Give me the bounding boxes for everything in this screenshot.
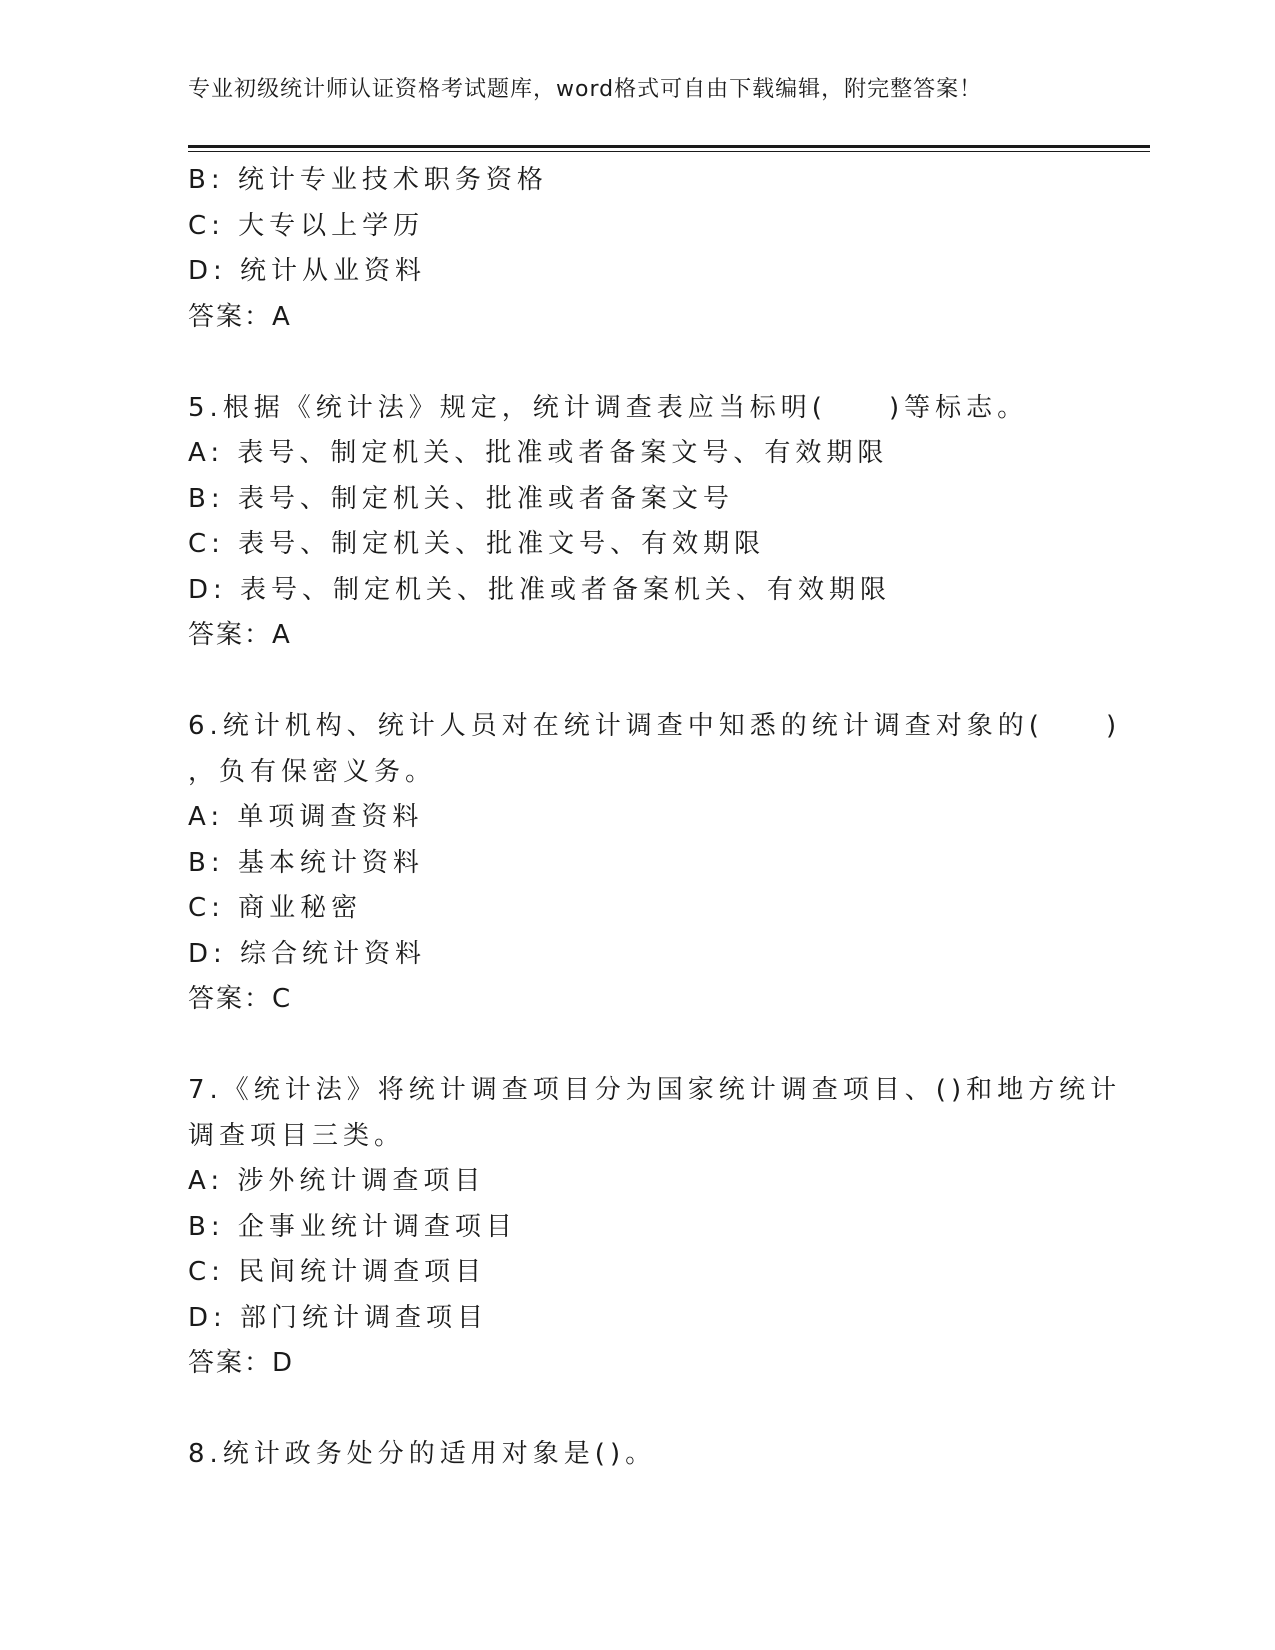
spacer xyxy=(188,659,1088,705)
answer: 答案：D xyxy=(188,1348,295,1378)
option-d: D: 综合统计资料 xyxy=(188,938,427,969)
spacer xyxy=(188,1023,1088,1069)
question-8 xyxy=(188,1432,1088,1478)
answer: 答案：C xyxy=(188,984,293,1014)
option-d: D: 统计从业资料 xyxy=(188,256,427,286)
option-d: D: 部门统计调查项目 xyxy=(188,1302,489,1333)
question-text: 7.《统计法》将统计调查项目分为国家统计调查项目、()和地方统计 xyxy=(188,1075,1122,1105)
option-a: A: 单项调查资料 xyxy=(188,802,424,832)
option-c: C: 大专以上学历 xyxy=(188,210,425,241)
previous-question-tail xyxy=(188,158,1088,340)
spacer xyxy=(188,340,1088,386)
question-text-continued: 调查项目三类。 xyxy=(188,1120,406,1151)
option-c: C: 表号、制定机关、批准文号、有效期限 xyxy=(188,529,766,559)
option-b: B: 统计专业技术职务资格 xyxy=(188,165,548,195)
option-b: B: 基本统计资料 xyxy=(188,847,424,878)
question-text: 6.统计机构、统计人员对在统计调查中知悉的统计调查对象的( ) xyxy=(188,711,1122,741)
option-a: A: 涉外统计调查项目 xyxy=(188,1166,486,1196)
question-text: 5.根据《统计法》规定，统计调查表应当标明( )等标志。 xyxy=(188,392,1029,423)
option-a: A: 表号、制定机关、批准或者备案文号、有效期限 xyxy=(188,438,889,468)
page-header: 专业初级统计师认证资格考试题库，word格式可自由下载编辑，附完整答案！ xyxy=(188,77,983,102)
option-d: D: 表号、制定机关、批准或者备案机关、有效期限 xyxy=(188,574,892,605)
option-b: B: 表号、制定机关、批准或者备案文号 xyxy=(188,483,734,514)
spacer xyxy=(188,1387,1088,1433)
answer: 答案：A xyxy=(188,620,292,650)
question-6 xyxy=(188,704,1122,1023)
header-rule-thin xyxy=(188,151,1150,152)
question-text: 8.统计政务处分的适用对象是()。 xyxy=(188,1439,657,1469)
document-body xyxy=(188,158,1122,1478)
option-c: C: 商业秘密 xyxy=(188,893,363,923)
option-c: C: 民间统计调查项目 xyxy=(188,1257,487,1287)
question-5 xyxy=(188,386,1088,659)
option-b: B: 企事业统计调查项目 xyxy=(188,1211,517,1242)
question-text-continued: ，负有保密义务。 xyxy=(188,756,437,787)
answer: 答案：A xyxy=(188,301,292,332)
question-7 xyxy=(188,1068,1122,1387)
header-rule-thick xyxy=(188,145,1150,148)
